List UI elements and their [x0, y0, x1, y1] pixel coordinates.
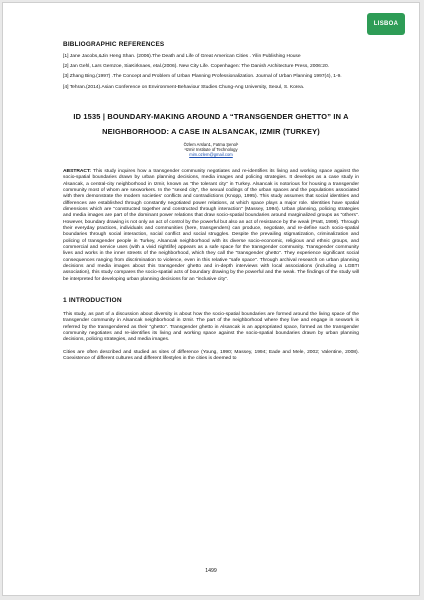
abstract: [63, 169, 359, 283]
introduction-heading: 1 INTRODUCTION: [63, 297, 122, 304]
introduction-paragraph: Cities are often described and studied as sites of difference (Young, 1990; Massey, 1994; Eade and Mele, 2002; Valentine, 2008). Coexistence of different cultures and different lifestyles in the cities is deemed to: [63, 349, 359, 362]
author-block: [63, 142, 359, 157]
reference-item: [1] Jane Jacobs,&Jin Heng Shan. (2006).The Death and Life of Great American Cities . Yilin Publishing House: [63, 54, 301, 59]
reference-item: [3] Zhang Bing.(1997) .The Concept and Problem of Urban Planning Professionalization. Journal of Urban Planning 1997(4), 1-9.: [63, 74, 342, 80]
page-number: 1499: [205, 568, 217, 574]
page-content: [63, 41, 359, 368]
conference-logo: LISBOA: [367, 13, 405, 35]
introduction-paragraph: This study, as part of a discussion about diversity is about how the socio-spatial boundaries are formed around the living space of the transgender community in Alsancak neighborhood in Izmir. The part of the neighborhood where they live and engage in sexwork is referred by the transgendered as their "ghetto". Transgender ghetto in Alsancak is an appropriated space, formed as the transgender community negotiates and re-identifies its living and working space against the socio-spatial boundaries drawn by urban planning decisions, policing strategies, and media images.: [63, 312, 359, 343]
abstract-text: This study inquires how a transgender community negotiates and re-identifies its living and working space against the socio-spatial boundaries drawn by urban planning decisions, media images and policing strategies. It develops as a case study in Alsancak, a central-city neighborhood in Izmir, known as "the tolerant city" in Turkey. Alsancak is notorious for housing a transgender community most of whom are sexworkers. In the "sexed city", the sexual codings of the urban spaces and the populations associated with them demonstrate the modern societies' conflicts and contradictions (Knopp, 1995). This study assumes that social identities and differences are established through constantly negotiated power relations, at which space plays a major role. Identities have spatial dimensions which are "constructed together and constructed through interaction" (Massey, 1994). Urban planning, policing strategies and media images are part of the dominant power relations that draw socio-spatial boundaries around marginalized groups as "others". However, boundary drawing is not only an act of control by the powerful but also an act of resistance by the weak (Pratt, 1999). Through their everyday practices, individuals and communities (here, transgenders) can produce, negotiate, and re-define such socio-spatial boundaries through social interaction, social conflict and social struggles. Despite the prevailing stigmatization, criminalization and policing of transgender people in Turkey, Alsancak neighborhood with its diverse socio-economic, religious and ethnic groups, and commercial and service uses (with a vivid nightlife) appears as a safe space for the transgender community. Transgender community lives and works in the inner streets of the neighborhood, which they call the "transgender ghetto". They experience significant social consequences ranging from discrimination to violence, even in this relative "safe space". Through archival research on urban planning decisions and media images about this transgender ghetto and in-depth interviews with local associations (including a LGBTI association), this study compares the socio-spatial acts of boundary drawing by the powerful and the weak. The findings of the study will be interpreted for developing urban planning decisions for an "inclusive city".: [63, 168, 359, 282]
paper-affiliation: ¹Izmir Institute of Technology: [184, 146, 238, 152]
reference-item: [2] Jan Gehl, Lars Gemzoe, SiaKirknaes, etal.(2006). New City Life. Copenhagen: The Danish Architecture Press, 2006:20.: [63, 64, 330, 70]
bibliography-heading: BIBLIOGRAPHIC REFERENCES: [63, 41, 165, 48]
reference-item: [4] Tehran.(2014).Asian Conference on Environment-Behaviour Studies Chung-Ang University, Seoul, S. Korea.: [63, 84, 305, 90]
paper-title: ID 1535 | BOUNDARY-MAKING AROUND A “TRANSGENDER GHETTO” IN A NEIGHBORHOOD: A CASE IN ALSANCAK, IZMIR (TURKEY): [73, 111, 349, 136]
paper-authors: Özlem Arslan1, Fatma Şenol¹: [183, 141, 239, 147]
document-page: [2, 2, 420, 596]
author-email-link[interactable]: mim.ozlem@gmail.com: [189, 151, 233, 157]
abstract-label: ABSTRACT:: [63, 168, 91, 174]
